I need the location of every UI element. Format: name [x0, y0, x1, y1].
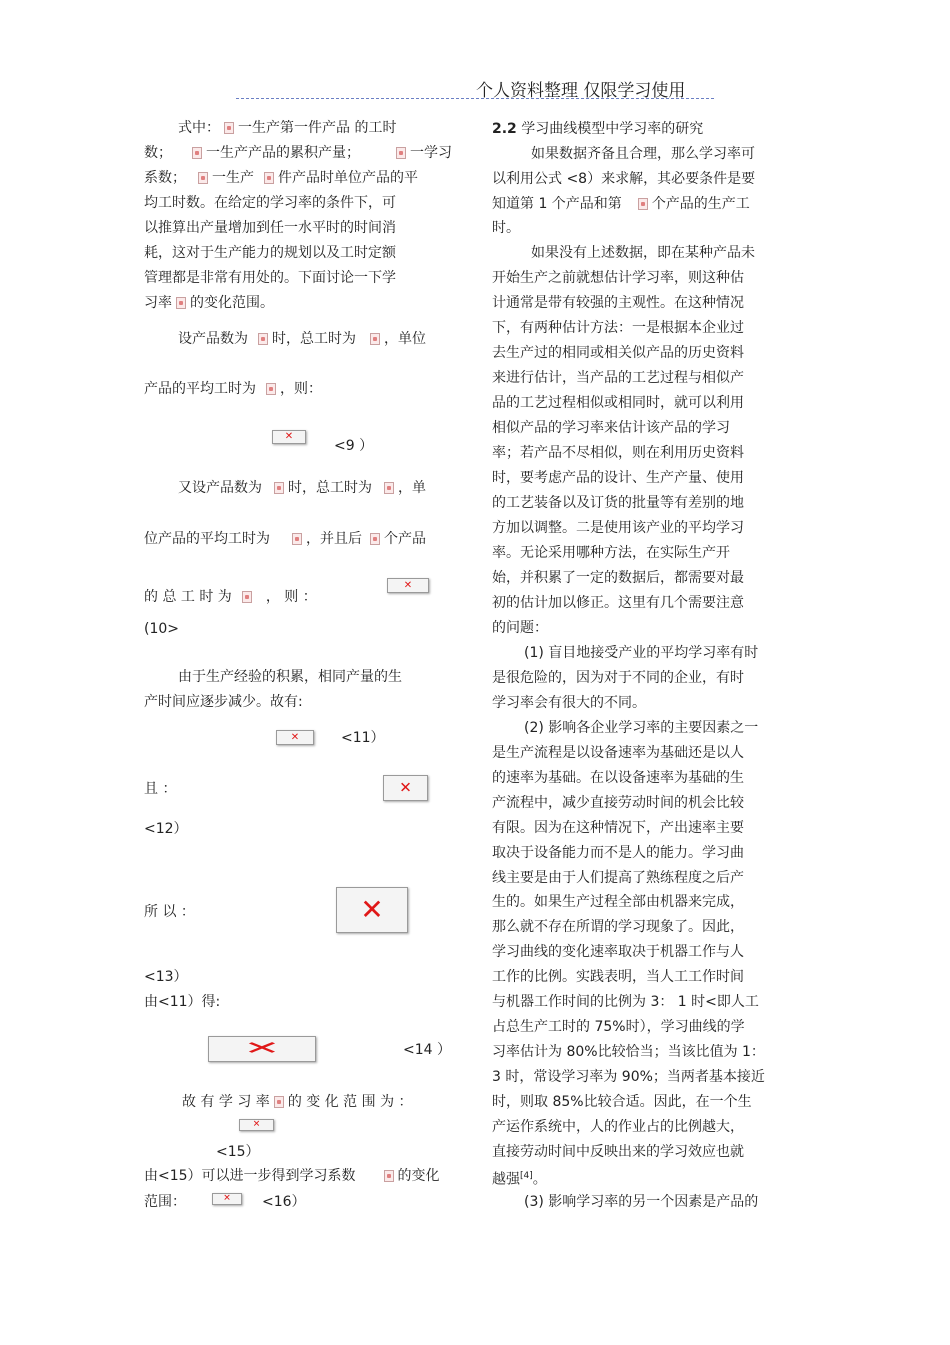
text-line: 的 总 工 时 为 ， 则 ： — [144, 589, 317, 605]
text-line: 与机器工作时间的比例为 3： 1 时<即人工 — [492, 994, 759, 1010]
text-line: 产运作系统中，人的作业占的比例越大， — [492, 1119, 744, 1135]
text-line: 又设产品数为 时，总工时为 ，单 — [178, 480, 426, 496]
equation-image: ✕ — [383, 775, 428, 801]
text-line: 系数； 一生产 件产品时单位产品的平 — [144, 170, 418, 186]
text-line: 均工时数。在给定的学习率的条件下，可 — [144, 195, 396, 211]
formula-image-icon — [224, 122, 234, 134]
text-line: 直接劳动时间中反映出来的学习效应也就 — [492, 1144, 744, 1160]
text-line: 范围： — [144, 1194, 186, 1210]
text-line: 时。 — [492, 220, 520, 236]
equation-image: ✕ — [239, 1119, 274, 1131]
header-divider — [236, 98, 714, 99]
text-line: 线主要是由于人们提高了熟练程度之后产 — [492, 870, 744, 886]
text-line: 时，要考虑产品的设计、生产产量、使用 — [492, 470, 744, 486]
equation-number: <15） — [216, 1144, 260, 1160]
text-line: 由于生产经验的积累，相同产量的生 — [178, 669, 402, 685]
text-line: 如果数据齐备且合理，那么学习率可 — [531, 146, 755, 162]
text-line: 相似产品的学习率来估计该产品的学习 — [492, 420, 730, 436]
formula-image-icon — [384, 482, 394, 494]
text-line: 数； 一生产产品的累积产量； 一学习 — [144, 145, 452, 161]
text-line: 产时间应逐步减少。故有: — [144, 694, 303, 710]
text-line: 的速率为基础。在以设备速率为基础的生 — [492, 770, 744, 786]
text-line: 习率估计为 80%比较恰当；当该比值为 1： — [492, 1044, 765, 1060]
equation-number: <14 ） — [403, 1042, 451, 1058]
text-line: 占总生产工时的 75%时），学习曲线的学 — [492, 1019, 745, 1035]
text-line: 知道第 1 个产品和第 个产品的生产工 — [492, 196, 750, 212]
text-line: 的问题： — [492, 620, 548, 636]
formula-image-icon — [370, 533, 380, 545]
text-line: 率；若产品不尽相似，则在利用历史资料 — [492, 445, 744, 461]
equation-number: <12） — [144, 821, 188, 837]
text-line: 式中： 一生产第一件产品 的工时 — [178, 120, 397, 136]
text-line: 有限。因为在这种情况下，产出速率主要 — [492, 820, 744, 836]
formula-image-icon — [258, 333, 268, 345]
text-line: 位产品的平均工时为 ，并且后 个产品 — [144, 531, 426, 547]
equation-image: ✕ — [272, 430, 306, 444]
text-line: 下，有两种估计方法：一是根据本企业过 — [492, 320, 744, 336]
equation-image: ✕ — [212, 1193, 242, 1205]
equation-image: ✕ — [336, 887, 408, 933]
formula-image-icon — [292, 533, 302, 545]
equation-image: ✕ — [276, 730, 314, 745]
citation: [4] — [520, 1171, 533, 1181]
text-line: 去生产过的相同或相关似产品的历史资料 — [492, 345, 744, 361]
text-line: 以利用公式 <8）来求解，其必要条件是要 — [492, 171, 756, 187]
text-line: 生的。如果生产过程全部由机器来完成， — [492, 894, 744, 910]
text-line: 越强[4]。 — [492, 1171, 547, 1188]
text-line: 管理都是非常有用处的。下面讨论一下学 — [144, 270, 396, 286]
text-line: 学习曲线的变化速率取决于机器工作与人 — [492, 944, 744, 960]
formula-image-icon — [176, 297, 186, 309]
text-line: 初的估计加以修正。这里有几个需要注意 — [492, 595, 744, 611]
text-line: 且 ： — [144, 781, 177, 797]
formula-image-icon — [192, 147, 202, 159]
formula-image-icon — [274, 482, 284, 494]
text-line: 以推算出产量增加到任一水平时的时间消 — [144, 220, 396, 236]
text-line: (3) 影响学习率的另一个因素是产品的 — [524, 1194, 759, 1210]
text-line: 工作的比例。实践表明，当人工工作时间 — [492, 969, 744, 985]
formula-image-icon — [384, 1170, 394, 1182]
equation-number: (10> — [144, 621, 180, 637]
equation-number: <16） — [262, 1194, 306, 1210]
equation-image: ✕ — [387, 578, 429, 593]
equation-number: <13） — [144, 969, 188, 985]
text-line: 率。无论采用哪种方法，在实际生产开 — [492, 545, 730, 561]
formula-image-icon — [396, 147, 406, 159]
text-line: 那么就不存在所谓的学习现象了。因此， — [492, 919, 744, 935]
text-line: 计通常是带有较强的主观性。在这种情况 — [492, 295, 744, 311]
text-line: 时，则取 85%比较合适。因此，在一个生 — [492, 1094, 752, 1110]
text-line: 耗，这对于生产能力的规划以及工时定额 — [144, 245, 396, 261]
text-line: 如果没有上述数据，即在某种产品未 — [531, 245, 755, 261]
formula-image-icon — [266, 383, 276, 395]
equation-number: <9 ） — [334, 438, 374, 454]
formula-image-icon — [242, 591, 252, 603]
text-line: 由<11）得: — [144, 994, 221, 1010]
text-line: 3 时，常设学习率为 90%；当两者基本接近 — [492, 1069, 765, 1085]
text-line: (1) 盲目地接受产业的平均学习率有时 — [524, 645, 759, 661]
text-line: 所 以 ： — [144, 904, 195, 920]
text-line: 习率 的变化范围。 — [144, 295, 274, 311]
text-line: 产流程中，减少直接劳动时间的机会比较 — [492, 795, 744, 811]
text-line: 设产品数为 时，总工时为 ，单位 — [178, 331, 426, 347]
text-line: (2) 影响各企业学习率的主要因素之一 — [524, 720, 759, 736]
text-line: 来进行估计，当产品的工艺过程与相似产 — [492, 370, 744, 386]
text-line: 始，并积累了一定的数据后，都需要对最 — [492, 570, 744, 586]
text-line: 学习率会有很大的不同。 — [492, 695, 646, 711]
text-line: 的工艺装备以及订货的批量等有差别的地 — [492, 495, 744, 511]
formula-image-icon — [264, 172, 274, 184]
section-heading: 2.2 学习曲线模型中学习率的研究 — [492, 121, 704, 137]
text-line: 品的工艺过程相似或相同时，就可以利用 — [492, 395, 744, 411]
formula-image-icon — [638, 198, 648, 210]
formula-image-icon — [198, 172, 208, 184]
text-line: 由<15）可以进一步得到学习系数 的变化 — [144, 1168, 440, 1184]
formula-image-icon — [274, 1096, 284, 1108]
page-header: 个人资料整理 仅限学习使用 — [476, 81, 686, 101]
text-line: 故 有 学 习 率 的 变 化 范 围 为 ： — [182, 1094, 413, 1110]
formula-image-icon — [370, 333, 380, 345]
text-line: 取决于设备能力而不是人的能力。学习曲 — [492, 845, 744, 861]
text-line: 方加以调整。二是使用该产业的平均学习 — [492, 520, 744, 536]
text-line: 开始生产之前就想估计学习率，则这种估 — [492, 270, 744, 286]
equation-image: ✕ — [208, 1036, 316, 1062]
text-line: 是很危险的，因为对于不同的企业，有时 — [492, 670, 744, 686]
equation-number: <11） — [341, 730, 385, 746]
text-line: 产品的平均工时为 ，则： — [144, 381, 322, 397]
text-line: 是生产流程是以设备速率为基础还是以人 — [492, 745, 744, 761]
